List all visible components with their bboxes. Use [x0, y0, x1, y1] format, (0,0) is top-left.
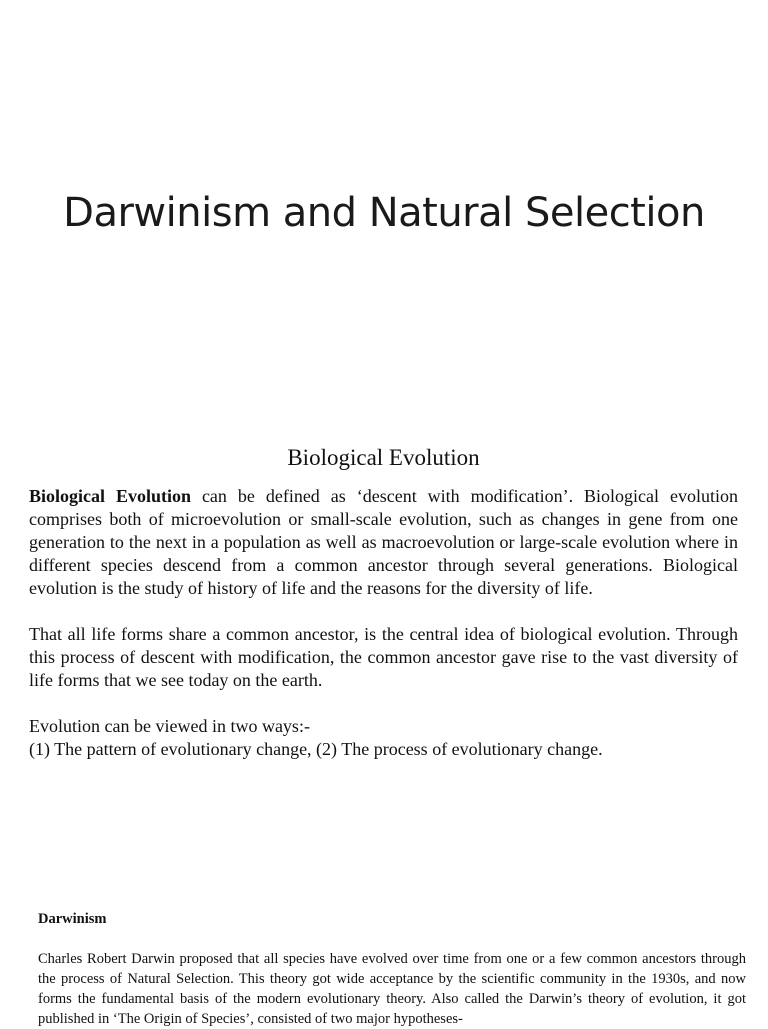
definition-text: can be defined as ‘descent with modification’. Biological evolution comprises both of microevolution or small-scale evolution, such as changes in gene from one generation to the next in a population as well as macroevolution or large-scale evolution where in different species descend from a common ancestor through several generations. Biological evolution is the study of history of life and the reasons for the diversity of life. — [29, 486, 738, 598]
darwinism-heading: Darwinism — [38, 911, 107, 927]
darwinism-paragraph: Charles Robert Darwin proposed that all species have evolved over time from one or a few common ancestors through the process of Natural Selection. This theory got wide acceptance by the scientific community in the 1930s, and now forms the fundamental basis of the modern evolutionary theory. Also called the Darwin’s theory of evolution, it got published in ‘The Origin of Species’, consisted of two major hypotheses- — [38, 951, 746, 1027]
darwinism-section — [38, 909, 746, 1029]
definition-paragraph — [29, 485, 738, 600]
evolution-ways-list: (1) The pattern of evolutionary change, (2) The process of evolutionary change. — [29, 739, 603, 759]
defined-term: Biological Evolution — [29, 486, 191, 506]
section-heading: Biological Evolution — [287, 445, 480, 470]
biological-evolution-section — [29, 446, 738, 761]
evolution-ways — [29, 715, 738, 761]
common-ancestor-paragraph: That all life forms share a common ancestor, is the central idea of biological evolution. Through this process of descent with modification, the common ancestor gave rise to the vast diversity of life forms that we see today on the earth. — [29, 624, 738, 690]
page-title: Darwinism and Natural Selection — [63, 190, 705, 236]
evolution-ways-intro: Evolution can be viewed in two ways:- — [29, 716, 310, 736]
